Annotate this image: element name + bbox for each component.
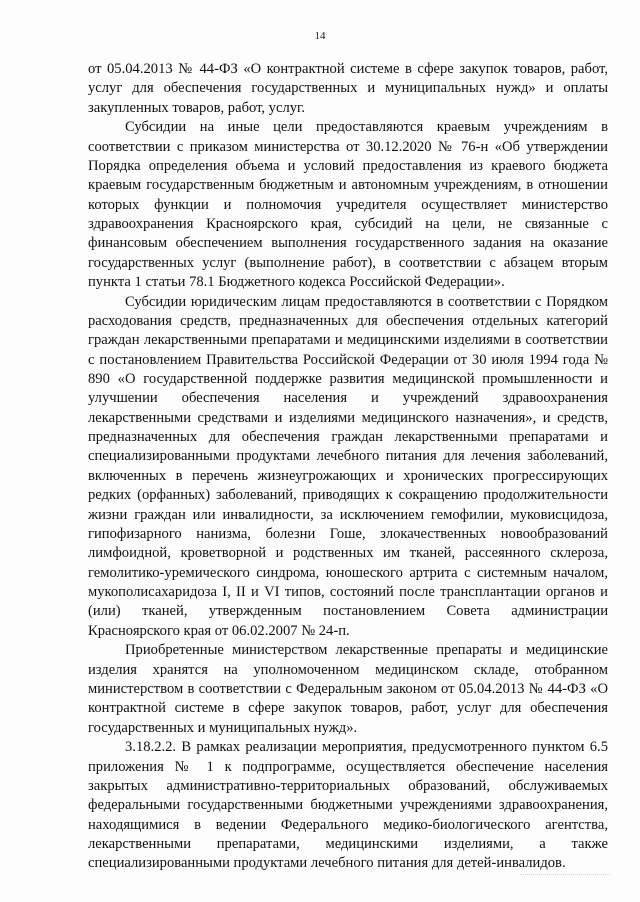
paragraph-continuation: от 05.04.2013 № 44-ФЗ «О контрактной системе в сфере закупок товаров, работ, услуг для обеспечения государственных и муниципальных нужд» и оплаты закупленных товаров, работ, услуг.	[88, 61, 608, 116]
document-body	[88, 60, 608, 874]
paragraph-section-3-18-2-2: 3.18.2.2. В рамках реализации мероприятия, предусмотренного пунктом 6.5 приложения № 1 к подпрограмме, осуществляется обеспечение населения закрытых административно-территориальных образований, обслуживаемых федеральными государственными бюджетными учреждениями здравоохранения, находящимися в ведении Федерального медико-биологического агентства, лекарственными препаратами, медицинскими изделиями, а также специализированными продуктами лечебного питания для детей-инвалидов.	[88, 739, 608, 872]
paragraph-subsidies-other-purposes: Субсидии на иные цели предоставляются краевым учреждениям в соответствии с приказом министерства от 30.12.2020 № 76-н «Об утверждении Порядка определения объема и условий предоставления из краевого бюджета краевым государственным бюджетным и автономным учреждениям, в отношении которых функции и полномочия учредителя осуществляет министерство здравоохранения Красноярского края, субсидий на цели, не связанные с финансовым обеспечением выполнения государственного задания на оказание государственных услуг (выполнение работ), в соответствии с абзацем вторым пункта 1 статьи 78.1 Бюджетного кодекса Российской Федерации».	[88, 119, 608, 291]
page-number: 14	[314, 30, 326, 42]
scan-artifact	[520, 874, 610, 881]
paragraph-subsidies-legal-entities: Субсидии юридическим лицам предоставляются в соответствии с Порядком расходования средств, предназначенных для обеспечения отдельных категорий граждан лекарственными препаратами и медицинскими изделиями в соответствии с постановлением Правительства Российской Федерации от 30 июля 1994 года № 890 «О государственной поддержке развития медицинской промышленности и улучшении обеспечения населения и учреждений здравоохранения лекарственными средствами и изделиями медицинского назначения», и средств, предназначенных для обеспечения граждан лекарственными препаратами и специализированными продуктами лечебного питания для лечения заболеваний, включенных в перечень жизнеугрожающих и хронических прогрессирующих редких (орфанных) заболеваний, приводящих к сокращению продолжительности жизни граждан или инвалидности, за исключением гемофилии, муковисцидоза, гипофизарного нанизма, болезни Гоше, злокачественных новообразований лимфоидной, кроветворной и родственных им тканей, рассеянного склероза, гемолитико-уремического синдрома, юношеского артрита с системным началом, мукополисахаридоза I, II и VI типов, состояний после трансплантации органов и (или) тканей, утвержденным постановлением Совета администрации Красноярского края от 06.02.2007 № 24-п.	[88, 293, 608, 639]
paragraph-storage-warehouse: Приобретенные министерством лекарственные препараты и медицинские изделия хранятся на уполномоченном медицинском складе, отобранном министерством в соответствии с Федеральным законом от 05.04.2013 № 44-ФЗ «О контрактной системе в сфере закупок товаров, работ, услуг для обеспечения государственных и муниципальных нужд».	[88, 642, 608, 736]
